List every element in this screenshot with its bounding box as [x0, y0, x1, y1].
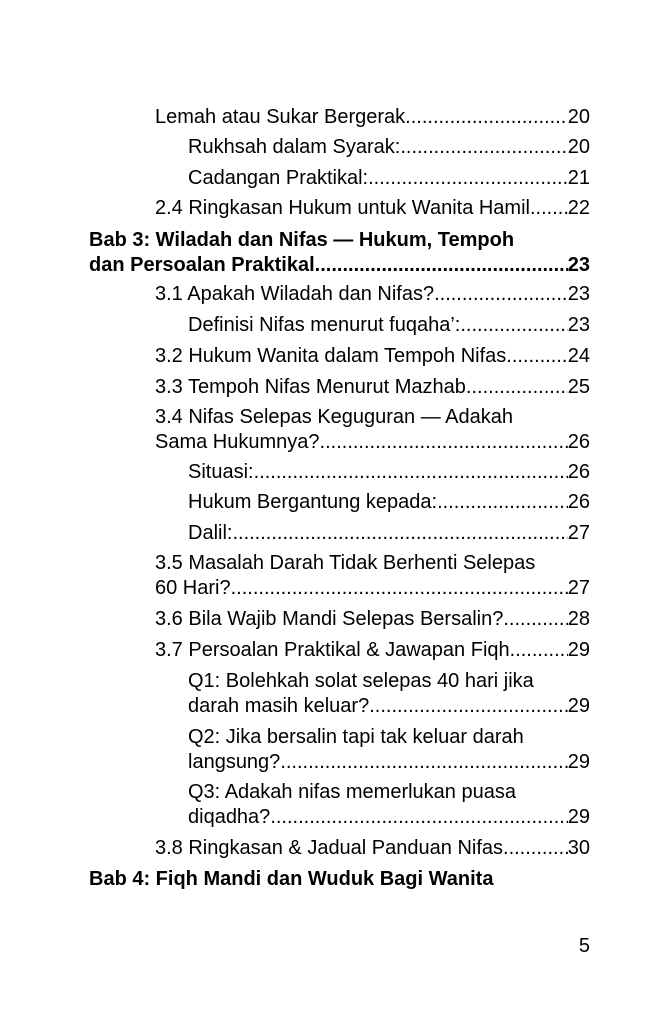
toc-entry-title: Hukum Bergantung kepada: [188, 491, 438, 513]
toc-entry-hukum-bergantung-kepada[interactable] [188, 490, 590, 515]
toc-entry-title: 3.6 Bila Wajib Mandi Selepas Bersalin? [155, 608, 504, 630]
toc-entry-title-line-1: 3.5 Masalah Darah Tidak Berhenti Selepas [155, 552, 536, 574]
toc-entry-title-line-2: Sama Hukumnya? [155, 431, 320, 453]
toc-entry-title: 3.1 Apakah Wiladah dan Nifas? [155, 283, 435, 305]
toc-dot-leader [232, 521, 567, 546]
toc-entry-page: 24 [567, 345, 590, 367]
toc-entry-page: 22 [567, 197, 590, 219]
toc-entry-page: 29 [567, 751, 590, 773]
toc-entry-q3[interactable] [188, 780, 590, 830]
toc-dot-leader [434, 282, 568, 307]
toc-entry-title: 3.7 Persoalan Praktikal & Jawapan Fiqh [155, 639, 510, 661]
toc-entry-2-4-ringkasan-hukum[interactable] [155, 196, 590, 221]
toc-entry-3-8-ringkasan-jadual[interactable] [155, 836, 590, 861]
toc-entry-page: 27 [567, 577, 590, 599]
toc-entry-title: Cadangan Praktikal: [188, 167, 369, 189]
toc-entry-title: Lemah atau Sukar Bergerak [155, 106, 406, 128]
toc-entry-3-7-persoalan-praktikal[interactable] [155, 638, 590, 663]
toc-entry-3-3-tempoh-nifas[interactable] [155, 375, 590, 400]
toc-entry-page: 28 [567, 608, 590, 630]
page-number: 5 [578, 935, 590, 957]
toc-dot-leader [503, 836, 568, 861]
toc-entry-bab-4-fiqh-mandi[interactable] [89, 867, 590, 892]
toc-entry-bab-3-wiladah-dan-nifas[interactable] [89, 228, 590, 278]
toc-entry-title-line-1: Bab 3: Wiladah dan Nifas — Hukum, Tempoh [89, 229, 515, 251]
toc-dot-leader [466, 375, 568, 400]
toc-dot-leader [405, 105, 568, 130]
toc-entry-title: 3.8 Ringkasan & Jadual Panduan Nifas [155, 837, 504, 859]
toc-entry-title-line-1: Q3: Adakah nifas memerlukan puasa [188, 781, 516, 803]
toc-dot-leader [503, 607, 567, 632]
toc-entry-page: 20 [567, 106, 590, 128]
toc-entry-title: 3.2 Hukum Wanita dalam Tempoh Nifas [155, 345, 507, 367]
toc-entry-page: 26 [567, 431, 590, 453]
toc-entry-page: 21 [567, 167, 590, 189]
toc-entry-3-6-bila-wajib-mandi[interactable] [155, 607, 590, 632]
toc-entry-title-line-2: dan Persoalan Praktikal [89, 254, 315, 276]
toc-entry-lemah-atau-sukar-bergerak[interactable] [155, 105, 590, 130]
toc-entry-definisi-nifas[interactable] [188, 313, 590, 338]
toc-entry-title: Rukhsah dalam Syarak: [188, 136, 401, 158]
toc-entry-3-2-hukum-wanita[interactable] [155, 344, 590, 369]
toc-entry-cadangan-praktikal[interactable] [188, 166, 590, 191]
toc-dot-leader [320, 430, 568, 455]
toc-entry-title: 3.3 Tempoh Nifas Menurut Mazhab [155, 376, 466, 398]
toc-entry-q1[interactable] [188, 669, 590, 719]
toc-entry-page: 23 [567, 254, 590, 276]
toc-dot-leader [368, 166, 568, 191]
toc-dot-leader [530, 196, 568, 221]
toc-dot-leader [369, 694, 568, 719]
toc-dot-leader [231, 576, 568, 601]
toc-entry-title-line-2: diqadha? [188, 806, 271, 828]
toc-entry-page: 29 [567, 639, 590, 661]
toc-entry-page: 26 [567, 461, 590, 483]
toc-entry-title: Definisi Nifas menurut fuqaha’: [188, 314, 461, 336]
toc-entry-page: 27 [567, 522, 590, 544]
toc-entry-situasi[interactable] [188, 460, 590, 485]
toc-dot-leader [280, 750, 567, 775]
toc-dot-leader [270, 805, 567, 830]
toc-dot-leader [254, 460, 568, 485]
toc-entry-page: 23 [567, 283, 590, 305]
toc-dot-leader [460, 313, 567, 338]
toc-entry-q2[interactable] [188, 725, 590, 775]
toc-entry-title: 2.4 Ringkasan Hukum untuk Wanita Hamil [155, 197, 530, 219]
toc-entry-3-1-apakah-wiladah-dan-nifas[interactable] [155, 282, 590, 307]
toc-entry-title-line-2: langsung? [188, 751, 281, 773]
toc-entry-page: 30 [567, 837, 590, 859]
toc-entry-page: 26 [567, 491, 590, 513]
toc-entry-page: 29 [567, 695, 590, 717]
toc-dot-leader [400, 135, 567, 160]
toc-entry-title-line-1: Q2: Jika bersalin tapi tak keluar darah [188, 726, 524, 748]
toc-entry-rukhsah-dalam-syarak[interactable] [188, 135, 590, 160]
toc-dot-leader [437, 490, 568, 515]
toc-entry-page: 29 [567, 806, 590, 828]
toc-entry-dalil[interactable] [188, 521, 590, 546]
toc-entry-3-4-nifas-selepas-keguguran[interactable] [155, 405, 590, 455]
toc-entry-page: 23 [567, 314, 590, 336]
toc-entry-3-5-masalah-darah[interactable] [155, 551, 590, 601]
toc-entry-title: Bab 4: Fiqh Mandi dan Wuduk Bagi Wanita [89, 868, 494, 890]
toc-entry-title: Situasi: [188, 461, 254, 483]
toc-entry-title: Dalil: [188, 522, 233, 544]
toc-entry-page: 20 [567, 136, 590, 158]
toc-entry-title-line-2: 60 Hari? [155, 577, 231, 599]
toc-entry-page: 25 [567, 376, 590, 398]
toc-dot-leader [510, 638, 568, 663]
toc-dot-leader [506, 344, 567, 369]
toc-entry-title-line-1: 3.4 Nifas Selepas Keguguran — Adakah [155, 406, 514, 428]
toc-entry-title-line-2: darah masih keluar? [188, 695, 370, 717]
toc-entry-title-line-1: Q1: Bolehkah solat selepas 40 hari jika [188, 670, 534, 692]
toc-dot-leader [315, 253, 568, 278]
